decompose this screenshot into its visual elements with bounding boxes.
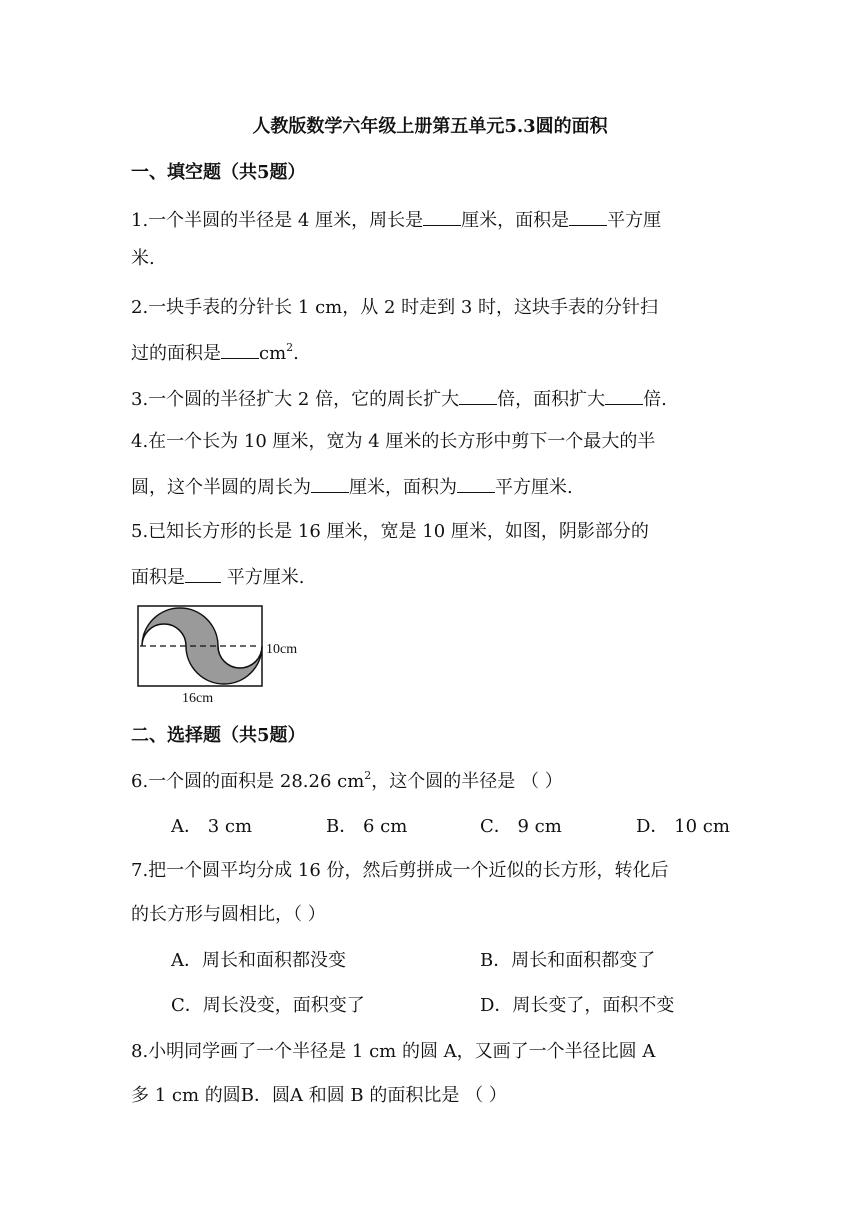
q6-option-c[interactable]: C． 9 cm [480, 816, 562, 837]
section-heading-fill-in: 一、填空题（共5题） [131, 162, 306, 183]
question-5-line-2 [131, 567, 304, 587]
question-5-line-1: 5.已知长方形的长是 16 厘米，宽是 10 厘米，如图，阴影部分的 [131, 521, 649, 542]
question-2-line-2 [131, 343, 299, 363]
question-7-line-1: 7.把一个圆平均分成 16 份，然后剪拼成一个近似的长方形，转化后 [131, 860, 669, 881]
section-heading-multiple-choice: 二、选择题（共5题） [131, 725, 306, 746]
page-title: 人教版数学六年级上册第五单元5.3圆的面积 [252, 116, 608, 137]
q2-text-a: 过的面积是 [131, 343, 221, 364]
q6-option-b[interactable]: B． 6 cm [326, 816, 408, 837]
q7-option-b[interactable]: B．周长和面积都变了 [480, 950, 656, 971]
question-3 [131, 389, 667, 409]
q5-text-b: 平方厘米. [221, 567, 305, 588]
question-7-line-2: 的长方形与圆相比，（ ） [131, 904, 326, 925]
width-label: 16cm [182, 691, 214, 706]
question-8-line-2: 多 1 cm 的圆B．圆A 和圆 B 的面积比是 （ ） [131, 1085, 507, 1106]
q1-text-b: 厘米，面积是 [461, 210, 570, 231]
question-8-line-1: 8.小明同学画了一个半径是 1 cm 的圆 A，又画了一个半径比圆 A [131, 1041, 656, 1062]
height-label: 10cm [266, 642, 298, 657]
q4-blank-area[interactable] [457, 477, 495, 493]
q7-option-c[interactable]: C．周长没变，面积变了 [171, 995, 365, 1016]
q4-text-c: 平方厘米. [495, 477, 573, 498]
q6-text-b: ，这个圆的半径是 （ ） [371, 771, 563, 792]
q1-text-a: 1.一个半圆的半径是 4 厘米，周长是 [131, 210, 424, 231]
question-2-line-1: 2.一块手表的分针长 1 cm，从 2 时走到 3 时，这块手表的分针扫 [131, 297, 659, 318]
q5-text-a: 面积是 [131, 567, 185, 588]
question-4-line-2 [131, 477, 573, 497]
q6-option-d[interactable]: D． 10 cm [636, 816, 730, 837]
q6-option-a[interactable]: A． 3 cm [171, 816, 253, 837]
q3-text-c: 倍. [643, 389, 667, 410]
q4-text-a: 圆，这个半圆的周长为 [131, 477, 311, 498]
q4-text-b: 厘米，面积为 [349, 477, 457, 498]
q1-blank-perimeter[interactable] [423, 210, 461, 226]
q5-blank-area[interactable] [185, 567, 221, 583]
q3-blank-perimeter[interactable] [459, 389, 497, 405]
q4-blank-perimeter[interactable] [311, 477, 349, 493]
q2-unit: cm [259, 343, 287, 364]
q1-text-c: 平方厘 [607, 210, 662, 231]
question-6 [131, 769, 563, 792]
q7-option-d[interactable]: D．周长变了，面积不变 [480, 995, 675, 1016]
q3-text-a: 3.一个圆的半径扩大 2 倍，它的周长扩大 [131, 389, 460, 410]
q6-unit-exponent: 2 [364, 769, 372, 782]
q7-option-a[interactable]: A．周长和面积都没变 [171, 950, 346, 971]
q2-text-c: . [293, 343, 299, 364]
q2-unit-exponent: 2 [286, 341, 294, 354]
q3-text-b: 倍，面积扩大 [497, 389, 606, 410]
q2-blank-area[interactable] [221, 343, 259, 359]
q3-blank-area[interactable] [605, 389, 643, 405]
q1-blank-area[interactable] [569, 210, 607, 226]
question-1-line-1 [131, 210, 661, 230]
q6-text-a: 6.一个圆的面积是 28.26 cm [131, 771, 365, 792]
rectangle-shaded-figure [130, 598, 320, 710]
question-1-line-2: 米. [131, 248, 155, 269]
question-4-line-1: 4.在一个长为 10 厘米，宽为 4 厘米的长方形中剪下一个最大的半 [131, 431, 656, 452]
